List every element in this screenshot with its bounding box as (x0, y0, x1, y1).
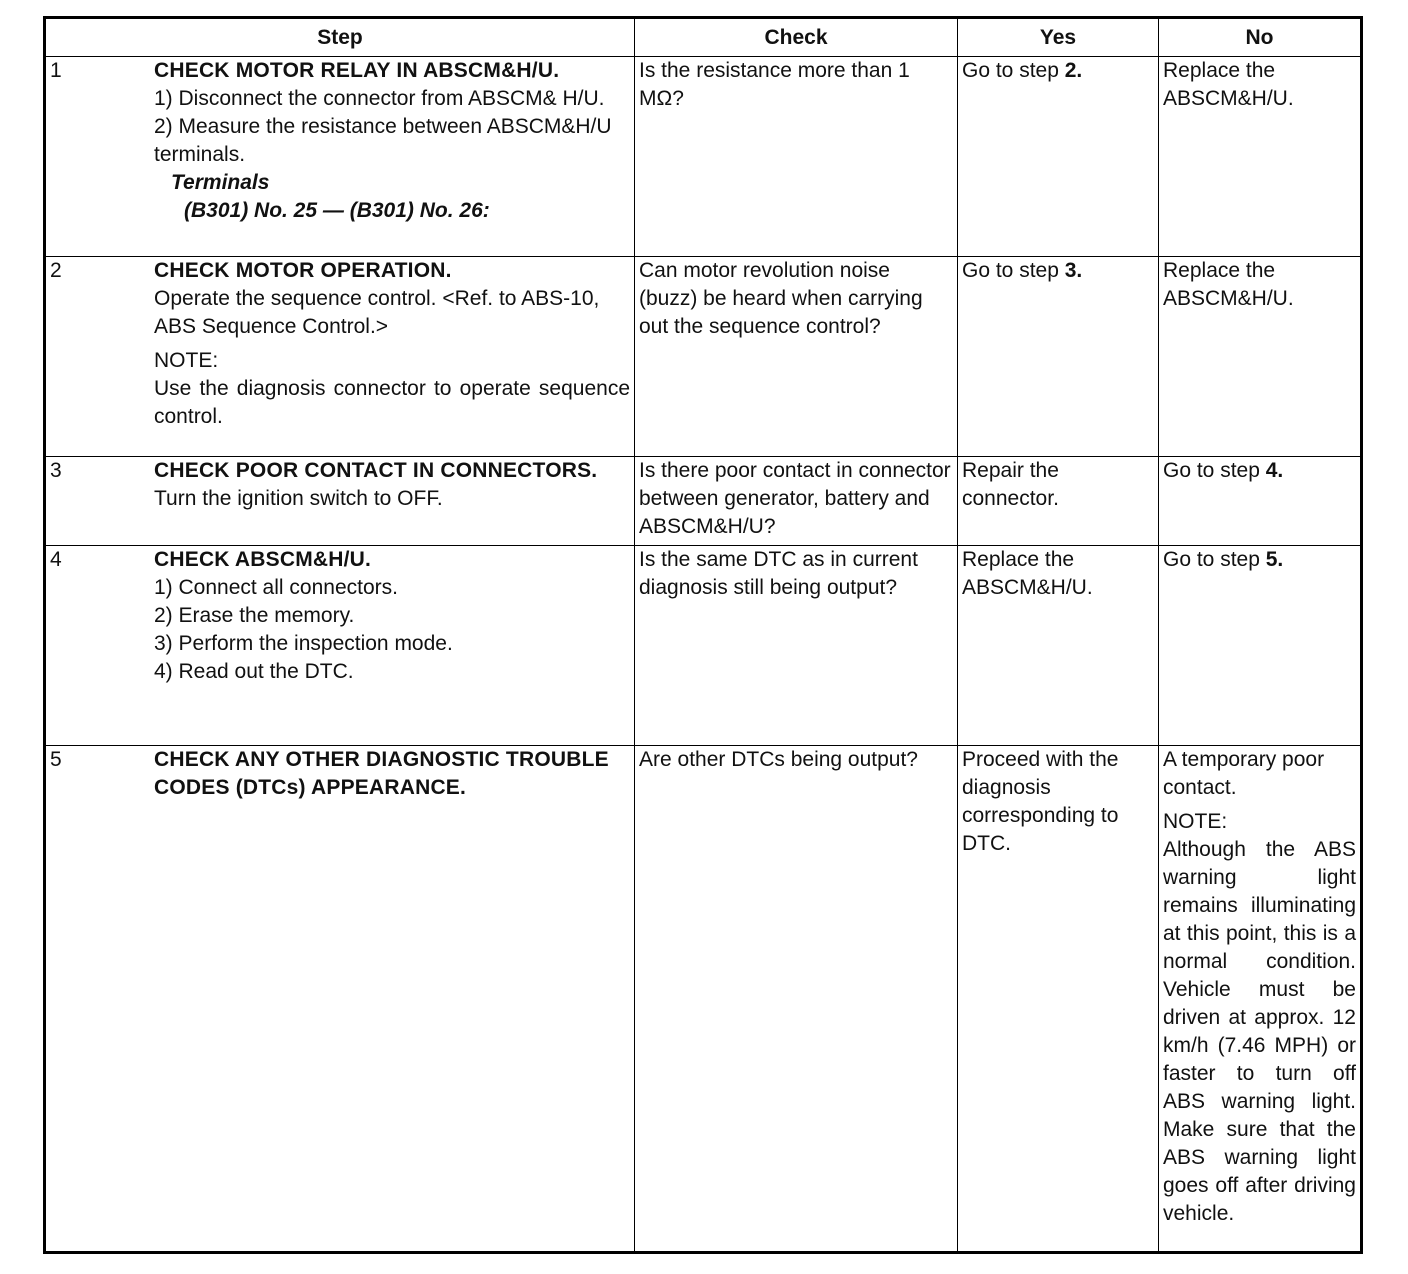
diagnostic-table (43, 16, 1363, 1254)
no-text: Go to step (1163, 548, 1266, 571)
no-cell (1159, 546, 1362, 746)
no-step: 5. (1265, 548, 1284, 571)
check-cell (635, 257, 958, 457)
terminals-value: (B301) No. 25 — (B301) No. 26: (184, 199, 490, 222)
no-cell (1159, 257, 1362, 457)
table-row (45, 746, 1362, 1253)
yes-text: Replace the ABSCM&H/U. (962, 548, 1093, 599)
step-text: Operate the sequence control. <Ref. to ABS-10, ABS Sequence Control.> (154, 287, 600, 338)
no-text: Replace the ABSCM&H/U. (1163, 59, 1294, 110)
step-item: 2) Measure the resistance between ABSCM&H/U terminals. (154, 115, 612, 166)
step-cell (45, 257, 635, 457)
yes-cell (958, 57, 1159, 257)
header-check: Check (635, 18, 958, 57)
no-step: 4. (1265, 459, 1284, 482)
step-number: 5 (50, 748, 62, 771)
check-cell (635, 746, 958, 1253)
step-cell (45, 746, 635, 1253)
header-no: No (1159, 18, 1362, 57)
note-label: NOTE: (1163, 810, 1228, 833)
yes-text: Go to step (962, 59, 1065, 82)
table-row (45, 546, 1362, 746)
yes-cell (958, 457, 1159, 546)
no-text: Go to step (1163, 459, 1266, 482)
step-cell (45, 457, 635, 546)
no-text: Replace the ABSCM&H/U. (1163, 259, 1294, 310)
yes-cell (958, 546, 1159, 746)
note-label: NOTE: (154, 349, 219, 372)
check-text: Is the same DTC as in current diagnosis still being output? (639, 548, 918, 599)
step-title: CHECK POOR CONTACT IN CONNECTORS. (154, 459, 598, 482)
yes-cell (958, 257, 1159, 457)
step-title: CHECK ABSCM&H/U. (154, 548, 372, 571)
table-row (45, 57, 1362, 257)
yes-text: Repair the connector. (962, 459, 1059, 510)
step-text: Turn the ignition switch to OFF. (154, 487, 443, 510)
step-item: 1) Disconnect the connector from ABSCM& H/U. (154, 87, 605, 110)
step-number: 1 (50, 59, 62, 82)
step-title: CHECK MOTOR OPERATION. (154, 259, 452, 282)
yes-cell (958, 746, 1159, 1253)
yes-step: 2. (1064, 59, 1083, 82)
no-cell (1159, 457, 1362, 546)
note-text: Although the ABS warning light remains illuminating at this point, this is a normal condition. Vehicle must be driven at approx. 12 km/h (7.46 MPH) or faster to turn off ABS warning light. Make sure that the ABS warning light goes off after driving vehicle. (1163, 838, 1356, 1225)
yes-text: Go to step (962, 259, 1065, 282)
no-cell (1159, 57, 1362, 257)
check-text: Is the resistance more than 1 MΩ? (639, 59, 910, 110)
yes-step: 3. (1064, 259, 1083, 282)
step-item: 3) Perform the inspection mode. (154, 632, 453, 655)
step-title: CHECK MOTOR RELAY IN ABSCM&H/U. (154, 59, 560, 82)
step-item: 1) Connect all connectors. (154, 576, 398, 599)
check-text: Is there poor contact in connector between generator, battery and ABSCM&H/U? (639, 459, 951, 538)
terminals-label: Terminals (171, 171, 270, 194)
no-text: A temporary poor contact. (1163, 748, 1325, 799)
step-number: 3 (50, 459, 62, 482)
step-number: 2 (50, 259, 62, 282)
yes-text: Proceed with the diagnosis corresponding to DTC. (962, 748, 1119, 855)
check-cell (635, 57, 958, 257)
check-text: Are other DTCs being output? (639, 748, 918, 771)
header-yes: Yes (958, 18, 1159, 57)
step-cell (45, 546, 635, 746)
check-cell (635, 546, 958, 746)
table-row (45, 257, 1362, 457)
step-title: CHECK ANY OTHER DIAGNOSTIC TROUBLE CODES (DTCs) APPEARANCE. (154, 748, 609, 799)
check-cell (635, 457, 958, 546)
no-cell (1159, 746, 1362, 1253)
step-item: 4) Read out the DTC. (154, 660, 354, 683)
table-row (45, 457, 1362, 546)
step-cell (45, 57, 635, 257)
table-header-row (45, 18, 1362, 57)
note-text: Use the diagnosis connector to operate sequence control. (154, 377, 630, 428)
step-number: 4 (50, 548, 62, 571)
header-step: Step (45, 18, 635, 57)
check-text: Can motor revolution noise (buzz) be heard when carrying out the sequence control? (639, 259, 923, 338)
step-item: 2) Erase the memory. (154, 604, 355, 627)
